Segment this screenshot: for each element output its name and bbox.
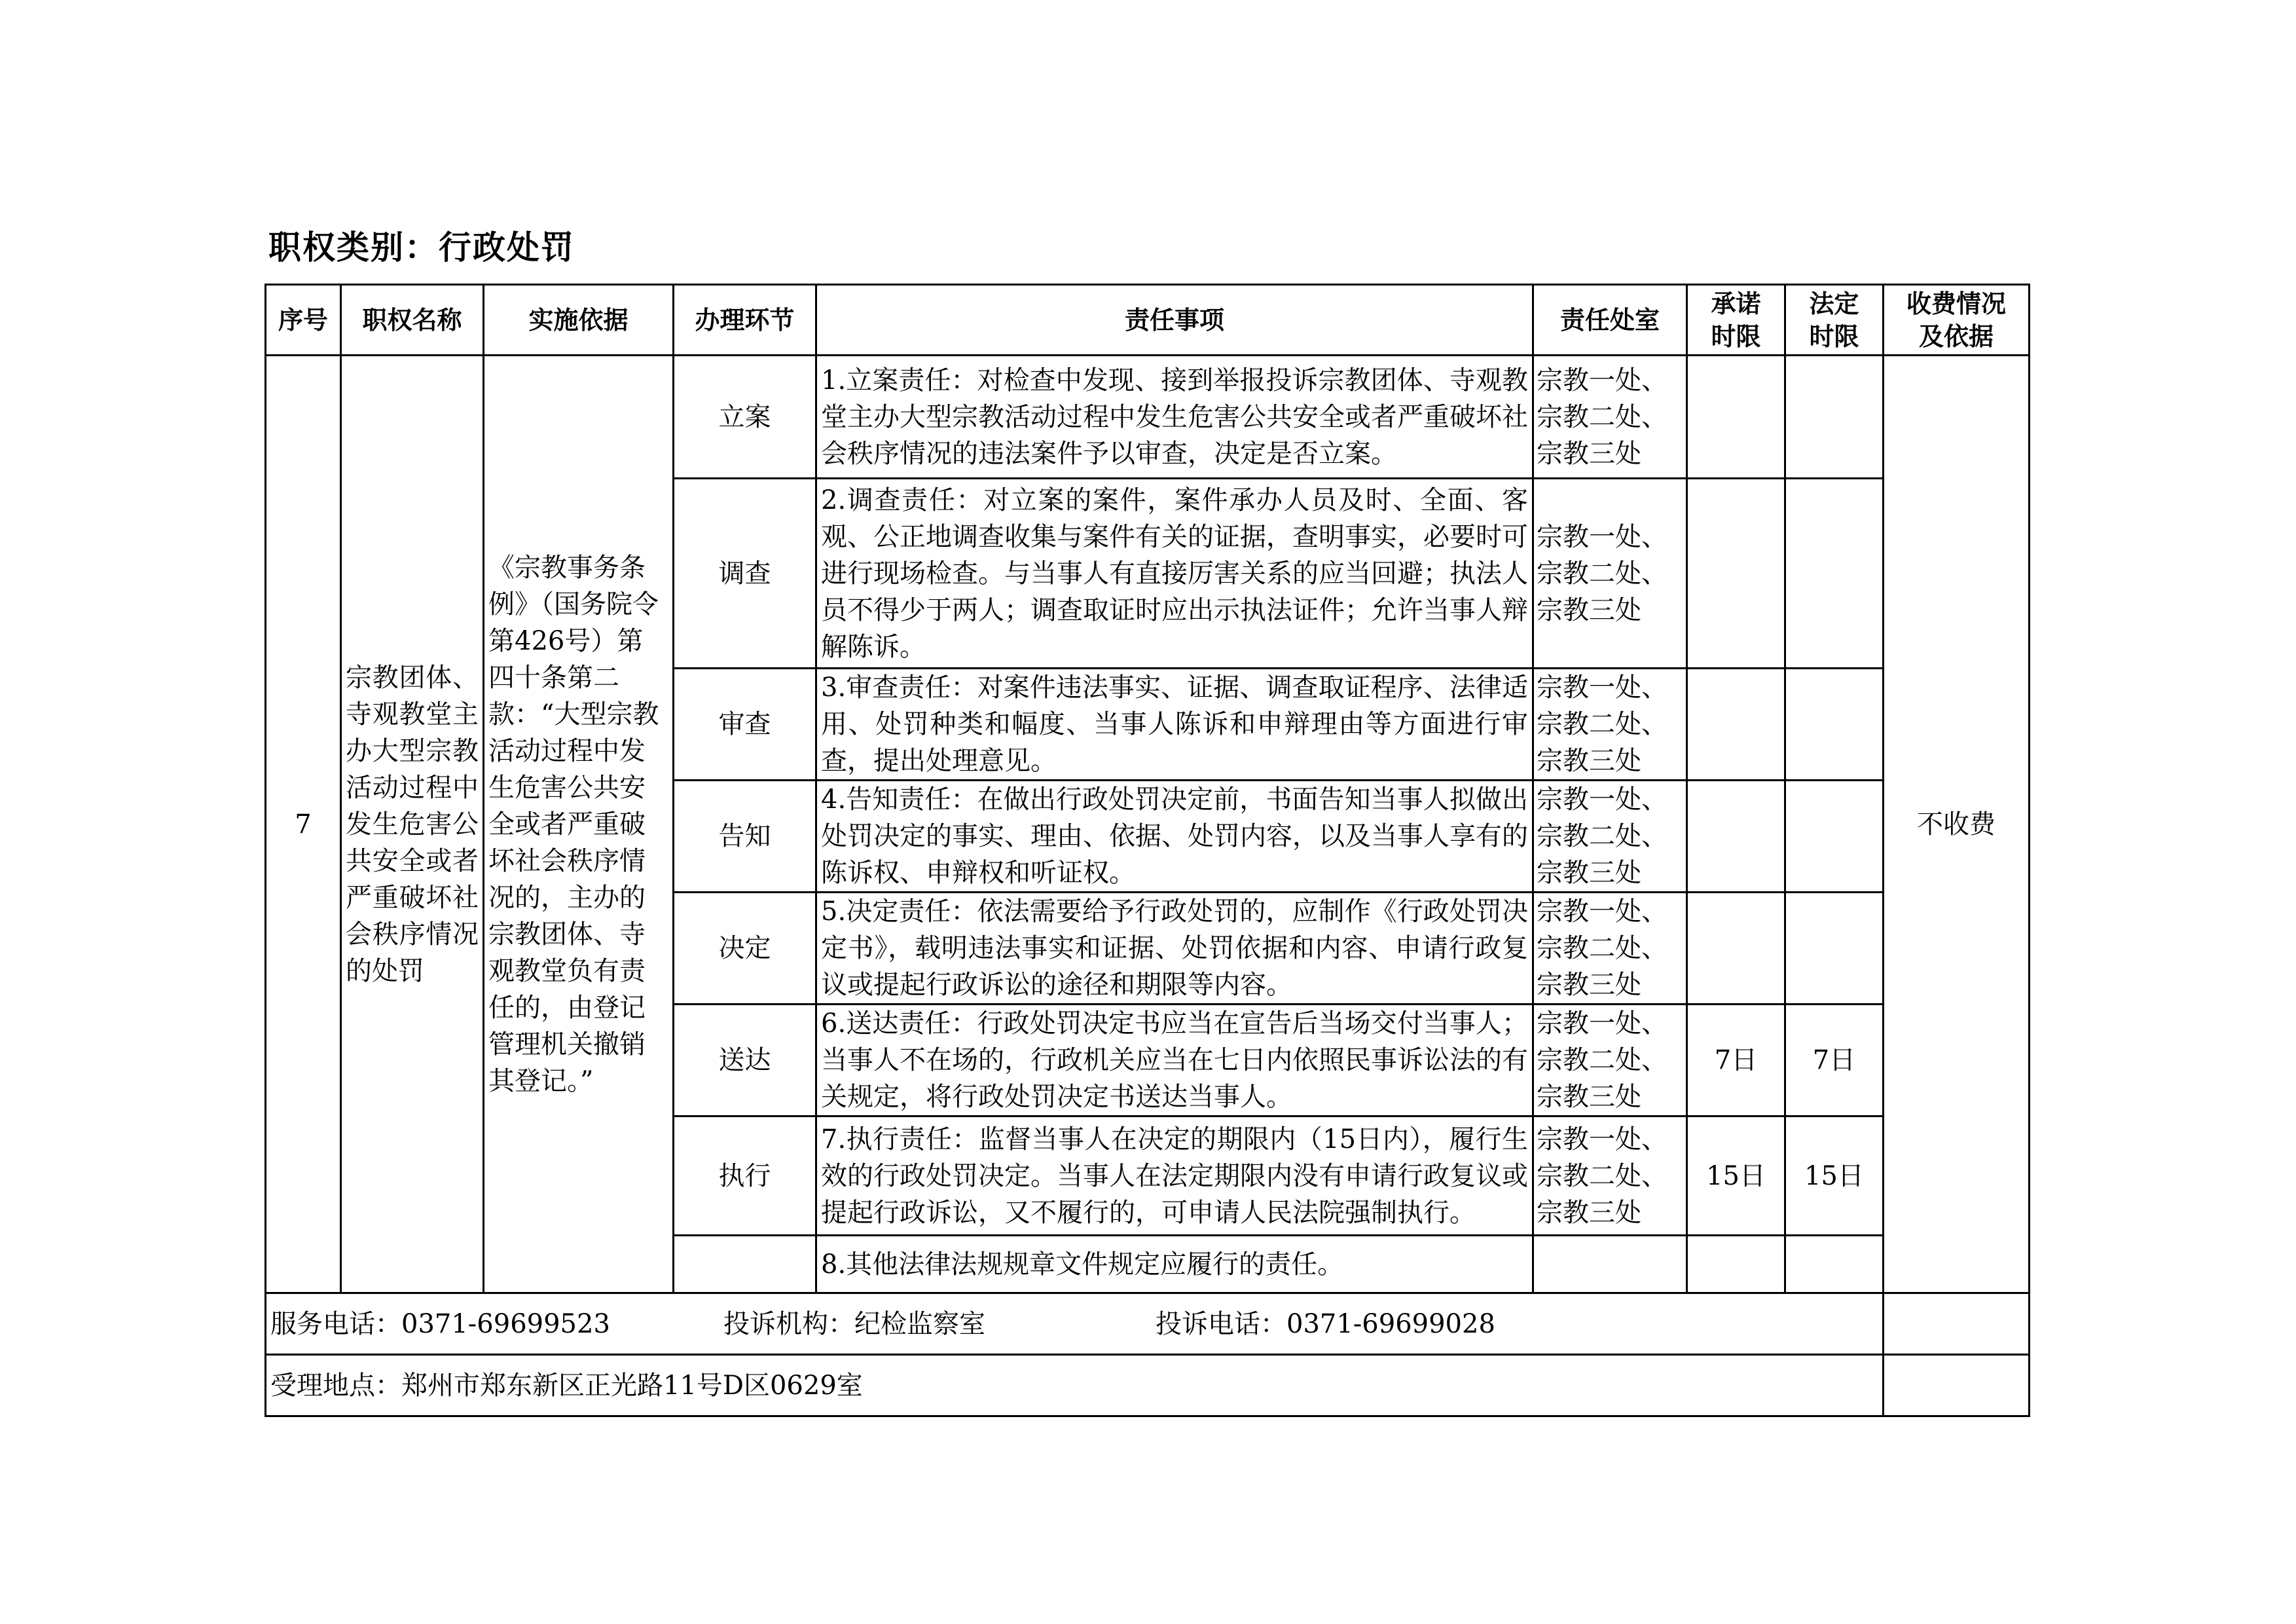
duty-cell: 5.决定责任：依法需要给予行政处罚的，应制作《行政处罚决定书》，载明违法事实和证据、处罚依据和内容、申请行政复议或提起行政诉讼的途径和期限等内容。 <box>816 893 1533 1005</box>
record-seq: 7 <box>266 356 341 1293</box>
table-row <box>266 356 2030 479</box>
legal-limit-cell: 7日 <box>1785 1005 1884 1116</box>
stage-cell: 执行 <box>674 1116 816 1236</box>
legal-limit-cell <box>1785 1236 1884 1293</box>
legal-limit-cell <box>1785 669 1884 781</box>
dept-cell: 宗教一处、宗教二处、宗教三处 <box>1533 1005 1687 1116</box>
duty-table <box>264 284 2030 1417</box>
duty-cell: 3.审查责任：对案件违法事实、证据、调查取证程序、法律适用、处罚种类和幅度、当事人陈诉和申辩理由等方面进行审查，提出处理意见。 <box>816 669 1533 781</box>
promise-limit-cell <box>1687 356 1785 479</box>
footer-contact-row <box>266 1293 2030 1355</box>
record-fee: 不收费 <box>1884 356 2030 1293</box>
stage-cell: 审查 <box>674 669 816 781</box>
dept-cell: 宗教一处、宗教二处、宗教三处 <box>1533 669 1687 781</box>
legal-limit-cell <box>1785 356 1884 479</box>
promise-limit-cell <box>1687 479 1785 669</box>
legal-limit-cell <box>1785 781 1884 893</box>
header-dept: 责任处室 <box>1533 285 1687 356</box>
promise-limit-cell <box>1687 1236 1785 1293</box>
promise-limit-cell <box>1687 669 1785 781</box>
header-basis: 实施依据 <box>484 285 674 356</box>
duty-cell: 4.告知责任：在做出行政处罚决定前，书面告知当事人拟做出处罚决定的事实、理由、依据、处罚内容，以及当事人享有的陈诉权、申辩权和听证权。 <box>816 781 1533 893</box>
stage-cell: 告知 <box>674 781 816 893</box>
record-basis: 《宗教事务条例》（国务院令第426号）第四十条第二款：“大型宗教活动过程中发生危害公共安全或者严重破坏社会秩序情况的，主办的宗教团体、寺观教堂负有责任的，由登记管理机关撤销其登记。” <box>484 356 674 1293</box>
duty-cell: 2.调查责任：对立案的案件，案件承办人员及时、全面、客观、公正地调查收集与案件有关的证据，查明事实，必要时可进行现场检查。与当事人有直接厉害关系的应当回避；执法人员不得少于两人；调查取证时应出示执法证件；允许当事人辩解陈诉。 <box>816 479 1533 669</box>
stage-cell: 决定 <box>674 893 816 1005</box>
service-phone: 服务电话：0371-69699523 <box>270 1308 610 1339</box>
promise-limit-cell <box>1687 781 1785 893</box>
promise-limit-cell: 15日 <box>1687 1116 1785 1236</box>
header-promise-limit: 承诺 时限 <box>1687 285 1785 356</box>
complaint-org: 投诉机构：纪检监察室 <box>723 1308 985 1339</box>
stage-cell <box>674 1236 816 1293</box>
footer-blank-cell <box>1884 1293 2030 1355</box>
promise-limit-cell: 7日 <box>1687 1005 1785 1116</box>
dept-cell: 宗教一处、宗教二处、宗教三处 <box>1533 479 1687 669</box>
header-name: 职权名称 <box>341 285 484 356</box>
complaint-phone: 投诉电话：0371-69699028 <box>1156 1308 1495 1339</box>
stage-cell: 调查 <box>674 479 816 669</box>
header-row <box>266 285 2030 356</box>
legal-limit-cell <box>1785 893 1884 1005</box>
header-fee: 收费情况 及依据 <box>1884 285 2030 356</box>
dept-cell: 宗教一处、宗教二处、宗教三处 <box>1533 781 1687 893</box>
duty-cell: 6.送达责任：行政处罚决定书应当在宣告后当场交付当事人；当事人不在场的，行政机关应当在七日内依照民事诉讼法的有关规定，将行政处罚决定书送达当事人。 <box>816 1005 1533 1116</box>
duty-cell: 8.其他法律法规规章文件规定应履行的责任。 <box>816 1236 1533 1293</box>
footer-blank-cell <box>1884 1355 2030 1416</box>
stage-cell: 立案 <box>674 356 816 479</box>
header-stage: 办理环节 <box>674 285 816 356</box>
stage-cell: 送达 <box>674 1005 816 1116</box>
header-seq: 序号 <box>266 285 341 356</box>
dept-cell <box>1533 1236 1687 1293</box>
dept-cell: 宗教一处、宗教二处、宗教三处 <box>1533 356 1687 479</box>
legal-limit-cell <box>1785 479 1884 669</box>
duty-cell: 1.立案责任：对检查中发现、接到举报投诉宗教团体、寺观教堂主办大型宗教活动过程中发生危害公共安全或者严重破坏社会秩序情况的违法案件予以审查，决定是否立案。 <box>816 356 1533 479</box>
legal-limit-cell: 15日 <box>1785 1116 1884 1236</box>
dept-cell: 宗教一处、宗教二处、宗教三处 <box>1533 893 1687 1005</box>
dept-cell: 宗教一处、宗教二处、宗教三处 <box>1533 1116 1687 1236</box>
duty-cell: 7.执行责任：监督当事人在决定的期限内（15日内），履行生效的行政处罚决定。当事人在法定期限内没有申请行政复议或提起行政诉讼，又不履行的，可申请人民法院强制执行。 <box>816 1116 1533 1236</box>
header-legal-limit: 法定 时限 <box>1785 285 1884 356</box>
header-duty: 责任事项 <box>816 285 1533 356</box>
promise-limit-cell <box>1687 893 1785 1005</box>
footer-address-row <box>266 1355 2030 1416</box>
record-name: 宗教团体、寺观教堂主办大型宗教活动过程中发生危害公共安全或者严重破坏社会秩序情况的处罚 <box>341 356 484 1293</box>
page-title: 职权类别：行政处罚 <box>268 229 575 267</box>
address: 受理地点：郑州市郑东新区正光路11号D区0629室 <box>266 1355 1884 1416</box>
